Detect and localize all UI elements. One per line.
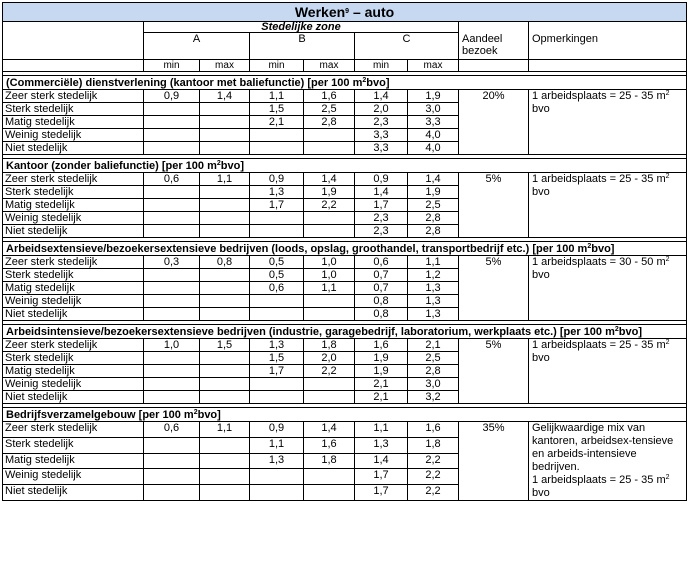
norm-value: 2,3: [355, 212, 408, 225]
norm-value: [144, 485, 200, 501]
remark-mix: Gelijkwaardige mix van kantoren, arbeidsex-tensieve en arbeids-intensieve bedrijven.: [532, 422, 674, 473]
norm-value: 2,0: [355, 103, 408, 116]
zone-b-header: B: [250, 33, 355, 60]
norm-value: [200, 437, 250, 453]
urbanity-label: Sterk stedelijk: [3, 352, 144, 365]
norm-value: 1,1: [250, 437, 304, 453]
section-heading-unit: bvo]: [366, 77, 390, 89]
norm-value: [250, 129, 304, 142]
section-heading-unit: bvo]: [618, 326, 643, 338]
norm-value: 1,6: [355, 339, 408, 352]
visitor-share: 20%: [459, 90, 529, 155]
norm-value: [200, 308, 250, 321]
remark: [529, 90, 687, 155]
norm-value: 2,5: [408, 199, 459, 212]
norm-value: 3,3: [355, 142, 408, 155]
norm-value: 1,7: [250, 365, 304, 378]
title-row: [3, 3, 687, 22]
norm-value: [250, 142, 304, 155]
urbanity-label: Matig stedelijk: [3, 365, 144, 378]
min-label: min: [355, 60, 408, 72]
norm-value: 1,4: [408, 173, 459, 186]
remark-sup: 2: [665, 256, 670, 263]
norm-value: [144, 103, 200, 116]
remark-workplace: [532, 90, 683, 116]
visitor-share: 5%: [459, 339, 529, 404]
remark: [529, 339, 687, 404]
norm-value: 2,3: [355, 116, 408, 129]
norm-value: 2,8: [408, 212, 459, 225]
section-heading-sup: 2: [193, 409, 198, 416]
norm-value: [200, 116, 250, 129]
urbanity-label: Zeer sterk stedelijk: [3, 90, 144, 103]
urbanity-label: Zeer sterk stedelijk: [3, 422, 144, 438]
zone-header-row: [3, 22, 687, 33]
norm-value: 1,7: [250, 199, 304, 212]
remark: [529, 256, 687, 321]
norm-value: [200, 129, 250, 142]
norm-value: 1,5: [200, 339, 250, 352]
norm-value: 1,0: [144, 339, 200, 352]
norm-value: [250, 308, 304, 321]
remark-sup: 2: [665, 173, 670, 180]
section-heading: [3, 408, 687, 422]
section-heading-text: Kantoor (zonder baliefunctie) [per 100 m: [6, 160, 217, 172]
remark-workplace: [532, 339, 683, 365]
norm-value: 3,0: [408, 103, 459, 116]
zone-a-header: A: [144, 33, 250, 60]
norm-value: 0,8: [200, 256, 250, 269]
table-row: [3, 90, 687, 103]
title-footnote: 9: [345, 8, 350, 15]
visitor-share: 5%: [459, 256, 529, 321]
norm-value: 0,8: [355, 308, 408, 321]
norm-value: 1,7: [355, 485, 408, 501]
norm-value: 1,3: [355, 437, 408, 453]
table-row: [3, 339, 687, 352]
norm-value: 0,6: [355, 256, 408, 269]
norm-value: [200, 453, 250, 469]
zone-c-header: C: [355, 33, 459, 60]
norm-value: [304, 378, 355, 391]
norm-value: [144, 437, 200, 453]
norm-value: [200, 295, 250, 308]
norm-value: [304, 308, 355, 321]
norm-value: [144, 295, 200, 308]
urbanity-label: Niet stedelijk: [3, 142, 144, 155]
norm-value: [200, 469, 250, 485]
norm-value: 1,9: [355, 352, 408, 365]
norm-value: 2,1: [250, 116, 304, 129]
norm-value: 1,6: [408, 422, 459, 438]
norm-value: [304, 295, 355, 308]
section-heading-sup: 2: [362, 77, 367, 84]
remark-unit: bvo: [532, 186, 550, 198]
visitor-share: 35%: [459, 422, 529, 501]
visitor-share: 5%: [459, 173, 529, 238]
norm-value: 1,8: [408, 437, 459, 453]
column-header-row: [3, 33, 687, 60]
section-heading-unit: bvo]: [591, 243, 615, 255]
norm-value: 1,8: [304, 339, 355, 352]
norm-value: 2,0: [304, 352, 355, 365]
opmerkingen-header: Opmerkingen: [529, 33, 687, 60]
section-heading: [3, 242, 687, 256]
norm-value: [250, 378, 304, 391]
parking-norms-table: [2, 2, 687, 501]
norm-value: [144, 308, 200, 321]
norm-value: [144, 186, 200, 199]
remark-unit: bvo: [532, 487, 550, 499]
norm-value: 1,4: [355, 90, 408, 103]
table-row: [3, 422, 687, 438]
min-max-row: [3, 60, 687, 72]
norm-value: [200, 212, 250, 225]
norm-value: [144, 225, 200, 238]
norm-value: 2,5: [304, 103, 355, 116]
remark-unit: bvo: [532, 352, 550, 364]
urbanity-label: Weinig stedelijk: [3, 378, 144, 391]
norm-value: 1,4: [355, 453, 408, 469]
norm-value: 1,0: [304, 269, 355, 282]
norm-value: [250, 295, 304, 308]
title-text: Werken: [294, 4, 346, 20]
norm-value: 2,3: [355, 225, 408, 238]
norm-value: [304, 469, 355, 485]
norm-value: [200, 391, 250, 404]
min-label: min: [250, 60, 304, 72]
remark-workplace: [532, 474, 683, 500]
norm-value: [304, 485, 355, 501]
norm-value: [304, 142, 355, 155]
norm-value: [144, 269, 200, 282]
norm-value: [304, 225, 355, 238]
norm-value: 2,2: [304, 199, 355, 212]
norm-value: 1,3: [408, 282, 459, 295]
urbanity-label: Matig stedelijk: [3, 116, 144, 129]
norm-value: 1,6: [304, 437, 355, 453]
norm-value: 1,5: [250, 103, 304, 116]
norm-value: 1,2: [408, 269, 459, 282]
norm-value: 3,3: [355, 129, 408, 142]
table-row: [3, 173, 687, 186]
norm-value: 2,8: [304, 116, 355, 129]
norm-value: [200, 225, 250, 238]
remark: [529, 173, 687, 238]
remark-text: 1 arbeidsplaats = 25 - 35 m: [532, 339, 666, 351]
urbanity-label: Matig stedelijk: [3, 282, 144, 295]
norm-value: [144, 142, 200, 155]
section-heading-text: (Commerciële) dienstverlening (kantoor met baliefunctie) [per 100 m: [6, 77, 363, 89]
remark-workplace: [532, 173, 683, 199]
norm-value: 0,7: [355, 282, 408, 295]
remark-sup: 2: [665, 339, 670, 346]
title-suffix: – auto: [349, 4, 395, 20]
norm-value: 0,6: [144, 422, 200, 438]
norm-value: 1,9: [355, 365, 408, 378]
urbanity-label: Niet stedelijk: [3, 391, 144, 404]
norm-value: 2,2: [408, 469, 459, 485]
norm-value: 1,5: [250, 352, 304, 365]
norm-value: 2,2: [408, 453, 459, 469]
max-label: max: [408, 60, 459, 72]
section-heading-row: [3, 242, 687, 256]
section-heading-row: [3, 325, 687, 339]
urbanity-label: Niet stedelijk: [3, 225, 144, 238]
norm-value: 2,1: [355, 378, 408, 391]
norm-value: [200, 485, 250, 501]
remark-sup: 2: [665, 474, 670, 481]
norm-value: [144, 378, 200, 391]
norm-value: 1,4: [200, 90, 250, 103]
norm-value: 0,6: [144, 173, 200, 186]
norm-value: 1,3: [250, 339, 304, 352]
norm-value: [200, 365, 250, 378]
section-heading-row: [3, 76, 687, 90]
norm-value: [200, 103, 250, 116]
norm-value: [200, 269, 250, 282]
norm-value: [250, 469, 304, 485]
section-heading-row: [3, 159, 687, 173]
norm-value: 2,1: [355, 391, 408, 404]
norm-value: [304, 212, 355, 225]
norm-value: 1,0: [304, 256, 355, 269]
norm-value: 1,9: [408, 90, 459, 103]
norm-value: [144, 352, 200, 365]
norm-value: 0,3: [144, 256, 200, 269]
norm-value: [200, 378, 250, 391]
urbanity-label: Zeer sterk stedelijk: [3, 339, 144, 352]
remark-text: 1 arbeidsplaats = 30 - 50 m: [532, 256, 666, 268]
remark-text: 1 arbeidsplaats = 25 - 35 m: [532, 90, 666, 102]
norm-value: 0,9: [250, 173, 304, 186]
urbanity-label: Niet stedelijk: [3, 308, 144, 321]
norm-value: [200, 352, 250, 365]
norm-value: 0,8: [355, 295, 408, 308]
urbanity-label: Weinig stedelijk: [3, 212, 144, 225]
norm-value: 3,0: [408, 378, 459, 391]
norm-value: 0,6: [250, 282, 304, 295]
section-heading-text: Arbeidsintensieve/bezoekersextensieve bedrijven (industrie, garagebedrijf, laboratorium, werkplaats etc.) [per 100 m: [6, 326, 615, 338]
norm-value: 1,1: [408, 256, 459, 269]
norm-value: [200, 282, 250, 295]
norm-value: 1,9: [408, 186, 459, 199]
remark-workplace: [532, 256, 683, 282]
remark-sup: 2: [665, 90, 670, 97]
urbanity-label: Weinig stedelijk: [3, 129, 144, 142]
urbanity-label: Zeer sterk stedelijk: [3, 256, 144, 269]
norm-value: 0,9: [250, 422, 304, 438]
table-title: [3, 3, 687, 22]
norm-value: [200, 186, 250, 199]
aandeel-header: Aandeel bezoek: [459, 33, 529, 60]
norm-value: 1,3: [408, 308, 459, 321]
norm-value: [144, 116, 200, 129]
norm-value: 4,0: [408, 142, 459, 155]
remark: [529, 422, 687, 501]
norm-value: 1,1: [304, 282, 355, 295]
norm-value: 2,2: [408, 485, 459, 501]
min-label: min: [144, 60, 200, 72]
norm-value: [144, 282, 200, 295]
norm-value: 1,3: [250, 453, 304, 469]
norm-value: [144, 129, 200, 142]
norm-value: [144, 199, 200, 212]
remark-text: 1 arbeidsplaats = 25 - 35 m: [532, 474, 666, 486]
remark-unit: bvo: [532, 103, 550, 115]
section-heading-text: Arbeidsextensieve/bezoekersextensieve bedrijven (loods, opslag, groothandel, transportbedrijf etc.) [per 100 m: [6, 243, 588, 255]
norm-value: 0,9: [355, 173, 408, 186]
norm-value: 0,5: [250, 269, 304, 282]
norm-value: [250, 485, 304, 501]
urbanity-label: Zeer sterk stedelijk: [3, 173, 144, 186]
urbanity-label: Sterk stedelijk: [3, 103, 144, 116]
remark-unit: bvo: [532, 269, 550, 281]
section-heading: [3, 159, 687, 173]
urbanity-label: Sterk stedelijk: [3, 269, 144, 282]
section-heading: [3, 325, 687, 339]
norm-value: 3,3: [408, 116, 459, 129]
urbanity-label: Niet stedelijk: [3, 485, 144, 501]
norm-value: 1,7: [355, 469, 408, 485]
max-label: max: [200, 60, 250, 72]
max-label: max: [304, 60, 355, 72]
norm-value: [144, 453, 200, 469]
norm-value: [304, 391, 355, 404]
norm-value: 0,7: [355, 269, 408, 282]
norm-value: 1,1: [200, 173, 250, 186]
urbanity-label: Sterk stedelijk: [3, 186, 144, 199]
norm-value: 1,1: [355, 422, 408, 438]
norm-value: 1,8: [304, 453, 355, 469]
zone-header: Stedelijke zone: [144, 22, 459, 33]
norm-value: 1,9: [304, 186, 355, 199]
norm-value: 1,1: [250, 90, 304, 103]
section-heading-sup: 2: [614, 326, 619, 333]
norm-value: [250, 391, 304, 404]
norm-value: [200, 199, 250, 212]
norm-value: [144, 365, 200, 378]
urbanity-label: Weinig stedelijk: [3, 295, 144, 308]
section-heading-unit: bvo]: [197, 409, 221, 421]
section-heading-sup: 2: [216, 160, 221, 167]
norm-value: 1,1: [200, 422, 250, 438]
section-heading-sup: 2: [587, 243, 592, 250]
norm-value: 1,6: [304, 90, 355, 103]
urbanity-label: Matig stedelijk: [3, 199, 144, 212]
norm-value: [250, 212, 304, 225]
norm-value: 1,7: [355, 199, 408, 212]
norm-value: [200, 142, 250, 155]
section-heading: [3, 76, 687, 90]
norm-value: 1,4: [304, 422, 355, 438]
section-heading-text: Bedrijfsverzamelgebouw [per 100 m: [6, 409, 194, 421]
norm-value: 2,1: [408, 339, 459, 352]
urbanity-label: Sterk stedelijk: [3, 437, 144, 453]
section-heading-unit: bvo]: [220, 160, 245, 172]
norm-value: [250, 225, 304, 238]
norm-value: [144, 391, 200, 404]
norm-value: 0,9: [144, 90, 200, 103]
table-row: [3, 256, 687, 269]
norm-value: 2,8: [408, 365, 459, 378]
norm-value: 1,4: [355, 186, 408, 199]
norm-value: 4,0: [408, 129, 459, 142]
urbanity-label: Matig stedelijk: [3, 453, 144, 469]
norm-value: 2,5: [408, 352, 459, 365]
norm-value: 3,2: [408, 391, 459, 404]
urbanity-label: Weinig stedelijk: [3, 469, 144, 485]
remark-text: 1 arbeidsplaats = 25 - 35 m: [532, 173, 666, 185]
norm-value: 2,2: [304, 365, 355, 378]
norm-value: 1,3: [250, 186, 304, 199]
norm-value: 1,3: [408, 295, 459, 308]
norm-value: [304, 129, 355, 142]
norm-value: 1,4: [304, 173, 355, 186]
norm-value: 0,5: [250, 256, 304, 269]
norm-value: [144, 212, 200, 225]
norm-value: 2,8: [408, 225, 459, 238]
section-heading-row: [3, 408, 687, 422]
norm-value: [144, 469, 200, 485]
